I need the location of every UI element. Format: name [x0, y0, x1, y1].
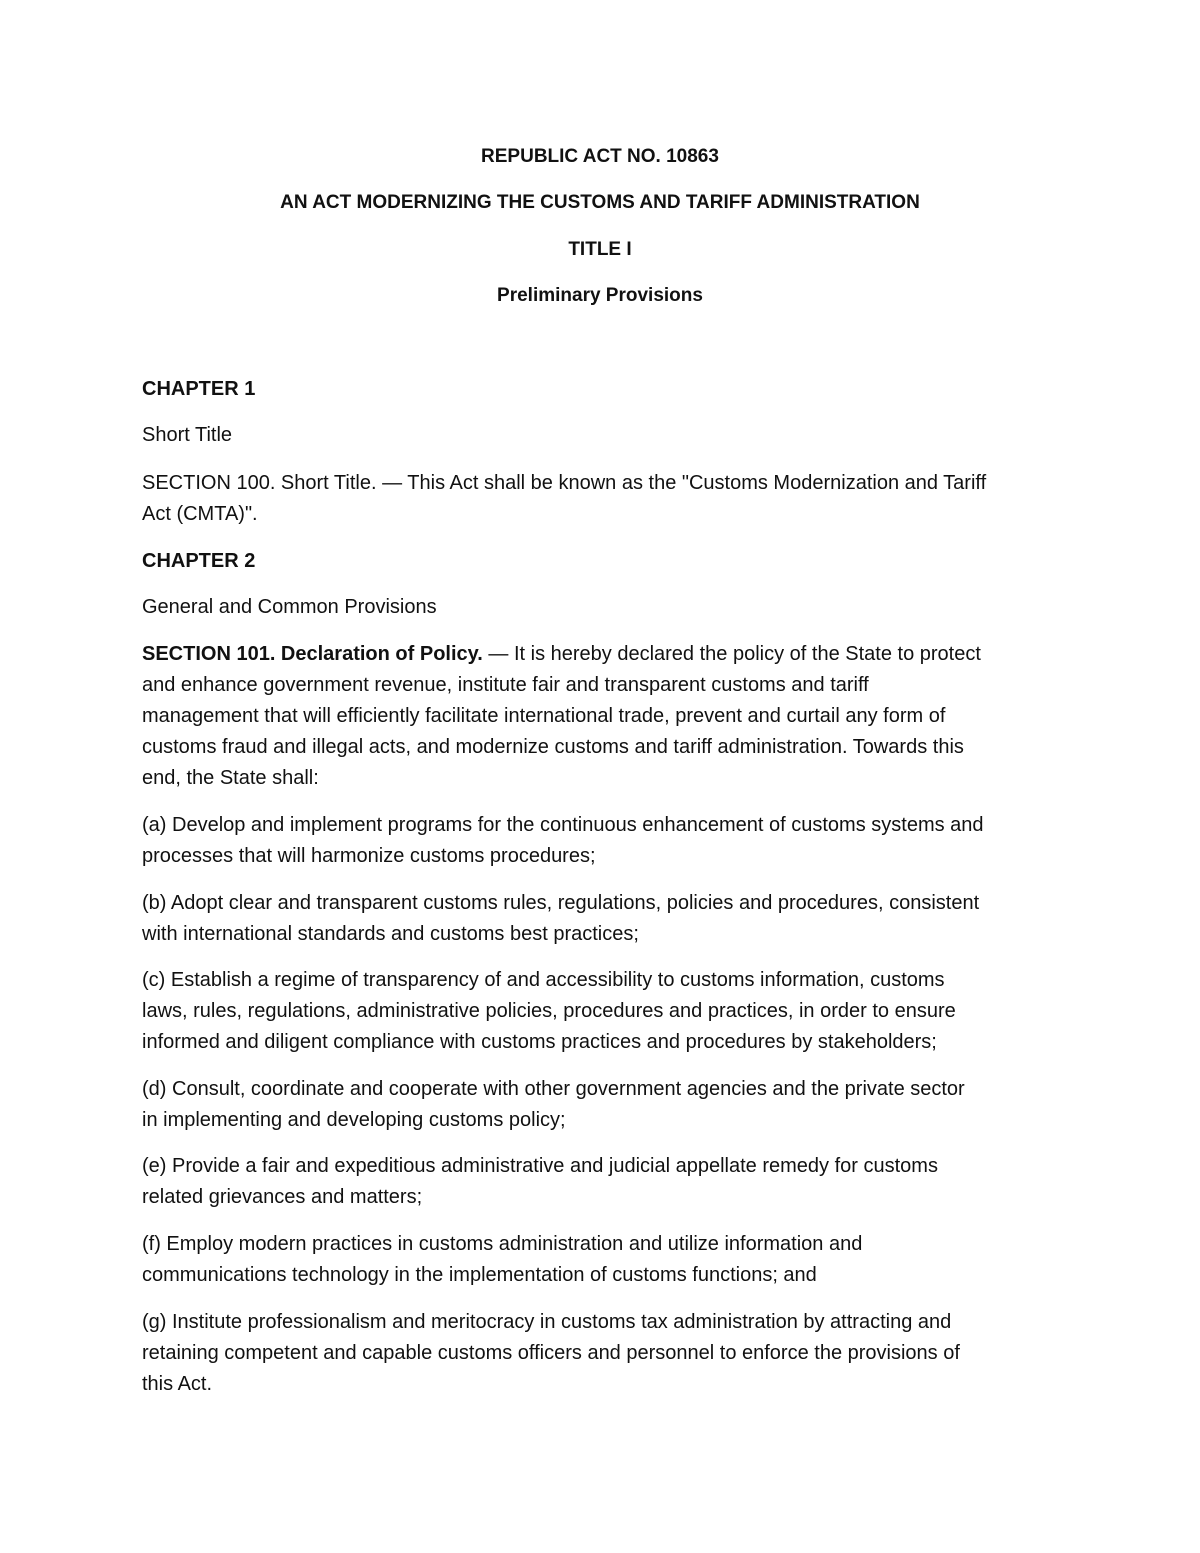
chapter-2-label: CHAPTER 2	[142, 550, 256, 572]
chapter-2-name: General and Common Provisions	[142, 596, 437, 618]
policy-item-line: (g) Institute professionalism and meritocracy in customs tax administration by attracting and	[142, 1311, 952, 1333]
policy-item-line: (f) Employ modern practices in customs administration and utilize information and	[142, 1233, 863, 1255]
act-number: REPUBLIC ACT NO. 10863	[481, 146, 719, 167]
policy-item-d	[142, 1074, 1057, 1136]
title-number: TITLE I	[568, 239, 632, 260]
section-101-line: customs fraud and illegal acts, and modernize customs and tariff administration. Towards this	[142, 736, 964, 758]
title-name: Preliminary Provisions	[497, 285, 703, 306]
chapter-1-name: Short Title	[142, 424, 233, 446]
policy-item-line: (b) Adopt clear and transparent customs rules, regulations, policies and procedures, consistent	[142, 892, 980, 914]
policy-item-line: this Act.	[142, 1373, 213, 1395]
section-101-line-1	[142, 639, 1057, 670]
policy-item-line: in implementing and developing customs policy;	[142, 1109, 566, 1131]
policy-item-line: laws, rules, regulations, administrative policies, procedures and practices, in order to ensure	[142, 1000, 956, 1022]
policy-item-line: retaining competent and capable customs officers and personnel to enforce the provisions of	[142, 1342, 960, 1364]
policy-item-c	[142, 965, 1057, 1058]
section-100-line-2: Act (CMTA)".	[142, 503, 258, 525]
section-100-line-1: SECTION 100. Short Title. — This Act shall be known as the "Customs Modernization and Tariff	[142, 472, 987, 494]
policy-item-a	[142, 810, 1057, 872]
policy-item-line: communications technology in the implementation of customs functions; and	[142, 1264, 817, 1286]
policy-item-line: with international standards and customs best practices;	[142, 923, 639, 945]
section-101-line: and enhance government revenue, institute fair and transparent customs and tariff	[142, 674, 869, 696]
chapter-1-label: CHAPTER 1	[142, 378, 256, 400]
section-101	[142, 639, 1057, 794]
policy-item-b	[142, 888, 1057, 950]
section-101-line: end, the State shall:	[142, 767, 319, 789]
policy-item-line: processes that will harmonize customs procedures;	[142, 845, 596, 867]
policy-item-line: informed and diligent compliance with customs practices and procedures by stakeholders;	[142, 1031, 937, 1053]
policy-item-line: related grievances and matters;	[142, 1186, 423, 1208]
section-101-heading: SECTION 101. Declaration of Policy.	[142, 643, 483, 665]
act-title: AN ACT MODERNIZING THE CUSTOMS AND TARIFF ADMINISTRATION	[280, 192, 920, 213]
policy-item-line: (d) Consult, coordinate and cooperate with other government agencies and the private sector	[142, 1078, 965, 1100]
section-101-line-1-rest: — It is hereby declared the policy of the State to protect	[482, 643, 981, 665]
policy-item-line: (a) Develop and implement programs for the continuous enhancement of customs systems and	[142, 814, 984, 836]
policy-item-g	[142, 1307, 1057, 1400]
policy-item-f	[142, 1229, 1057, 1291]
policy-item-line: (c) Establish a regime of transparency of and accessibility to customs information, customs	[142, 969, 945, 991]
section-100	[142, 468, 1057, 530]
policy-item-e	[142, 1151, 1057, 1213]
section-101-line: management that will efficiently facilitate international trade, prevent and curtail any form of	[142, 705, 946, 727]
policy-item-line: (e) Provide a fair and expeditious administrative and judicial appellate remedy for customs	[142, 1155, 938, 1177]
